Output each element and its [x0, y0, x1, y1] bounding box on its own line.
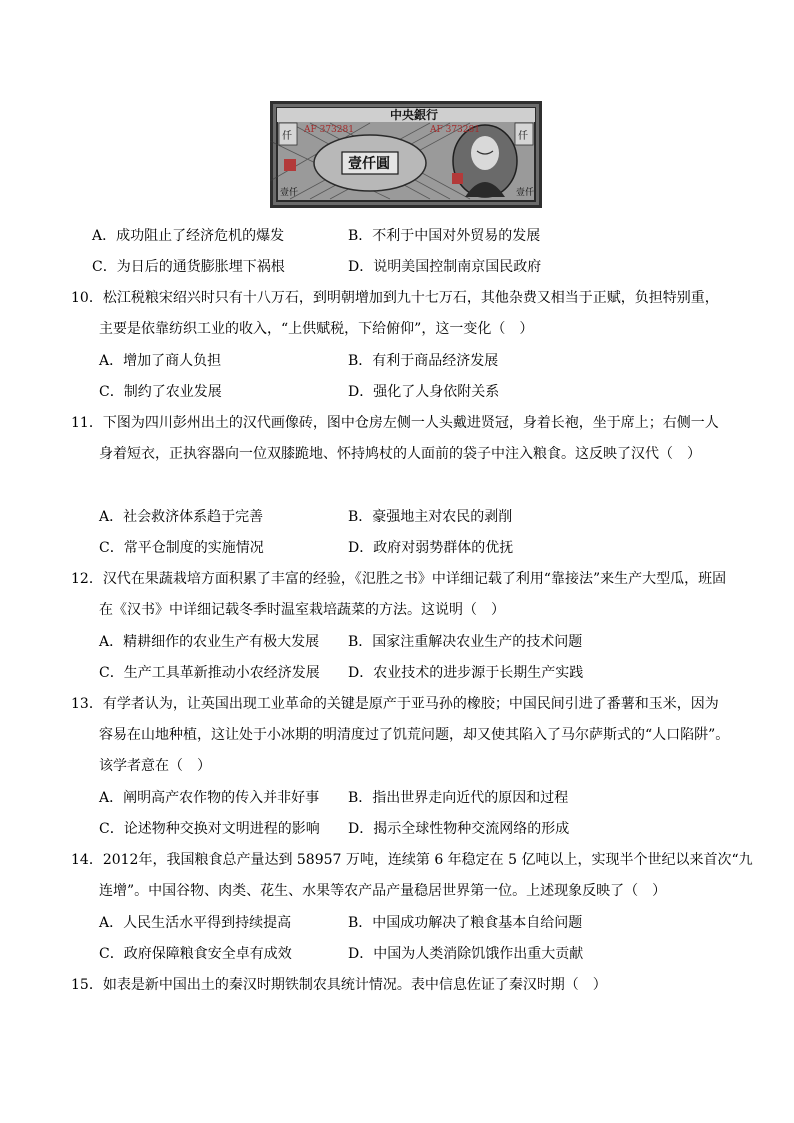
- q13-stem-line3: 该学者意在（ ）: [99, 758, 211, 774]
- banknote-bottom-left: 壹仟: [280, 188, 299, 198]
- q11-option-d: D．政府对弱势群体的优抚: [348, 540, 514, 556]
- q9-option-a: A．成功阻止了经济危机的爆发: [92, 228, 285, 244]
- q11-stem-line1: 11．下图为四川彭州出土的汉代画像砖，图中仓房左侧一人头戴进贤冠，身着长袍，坐于席上；右侧一人: [71, 415, 719, 431]
- q10-option-d: D．强化了人身依附关系: [348, 384, 500, 400]
- q10-option-a: A．增加了商人负担: [99, 353, 222, 369]
- q13-option-d: D．揭示全球性物种交流网络的形成: [348, 821, 570, 837]
- q13-stem-line1: 13．有学者认为，让英国出现工业革命的关键是原产于亚马孙的橡胶；中国民间引进了番薯和玉米，因为: [71, 696, 719, 712]
- q14-option-b: B．中国成功解决了粮食基本自给问题: [348, 915, 583, 931]
- q12-option-d: D．农业技术的进步源于长期生产实践: [348, 665, 584, 681]
- banknote-bank-name: 中央銀行: [390, 108, 439, 122]
- q10-stem-line1: 10．松江税粮宋绍兴时只有十八万石，到明朝增加到九十七万石，其他杂费又相当于正赋，负担特别重，: [71, 290, 719, 306]
- q13-stem-line2: 容易在山地种植，这让处于小冰期的明清度过了饥荒问题，却又使其陷入了马尔萨斯式的“人口陷阱”。: [99, 727, 730, 743]
- q9-option-c: C．为日后的通货膨胀埋下祸根: [92, 259, 285, 275]
- q14-stem-line2: 连增”。中国谷物、肉类、花生、水果等农产品产量稳居世界第一位。上述现象反映了（ ）: [99, 883, 667, 899]
- q14-stem-line1: 14．2012年，我国粮食总产量达到 58957 万吨，连续第 6 年稳定在 5 亿吨以上，实现半个世纪以来首次“九: [71, 852, 753, 868]
- q10-stem-line2: 主要是依靠纺织工业的收入，“上供赋税，下给俯仰”，这一变化（ ）: [99, 321, 534, 337]
- q12-option-c: C．生产工具革新推动小农经济发展: [99, 665, 320, 681]
- q11-stem-line2: 身着短衣，正执容器向一位双膝跪地、怀持鸠杖的人面前的袋子中注入粮食。这反映了汉代（ ）: [99, 446, 701, 462]
- q13-option-c: C．论述物种交换对文明进程的影响: [99, 821, 320, 837]
- q10-option-b: B．有利于商品经济发展: [348, 353, 499, 369]
- q12-stem-line2: 在《汉书》中详细记载冬季时温室栽培蔬菜的方法。这说明（ ）: [99, 602, 505, 618]
- q12-option-b: B．国家注重解决农业生产的技术问题: [348, 634, 583, 650]
- q15-stem-line1: 15．如表是新中国出土的秦汉时期铁制农具统计情况。表中信息佐证了秦汉时期（ ）: [71, 977, 607, 993]
- q11-option-b: B．豪强地主对农民的剥削: [348, 509, 513, 525]
- banknote-bottom-right: 壹仟: [516, 188, 535, 198]
- banknote-serial-left: AF 373281: [304, 125, 354, 135]
- q14-option-a: A．人民生活水平得到持续提高: [99, 915, 292, 931]
- banknote-denomination: 壹仟圓: [348, 156, 390, 172]
- q13-option-a: A．阐明高产农作物的传入并非好事: [99, 790, 320, 806]
- q12-option-a: A．精耕细作的农业生产有极大发展: [99, 634, 320, 650]
- banknote-image: [270, 101, 542, 208]
- banknote-serial-right: AF 373281: [430, 125, 480, 135]
- q14-option-c: C．政府保障粮食安全卓有成效: [99, 946, 292, 962]
- q11-option-a: A．社会救济体系趋于完善: [99, 509, 264, 525]
- q12-stem-line1: 12．汉代在果蔬栽培方面积累了丰富的经验，《氾胜之书》中详细记载了利用“靠接法”来生产大型瓜，班固: [71, 571, 727, 587]
- q9-option-b: B．不利于中国对外贸易的发展: [348, 228, 541, 244]
- q14-option-d: D．中国为人类消除饥饿作出重大贡献: [348, 946, 584, 962]
- banknote-corner-right: 仟: [518, 131, 528, 142]
- q11-option-c: C．常平仓制度的实施情况: [99, 540, 264, 556]
- banknote-corner-left: 仟: [282, 131, 292, 142]
- q13-option-b: B．指出世界走向近代的原因和过程: [348, 790, 569, 806]
- q10-option-c: C．制约了农业发展: [99, 384, 222, 400]
- q9-option-d: D．说明美国控制南京国民政府: [348, 259, 542, 275]
